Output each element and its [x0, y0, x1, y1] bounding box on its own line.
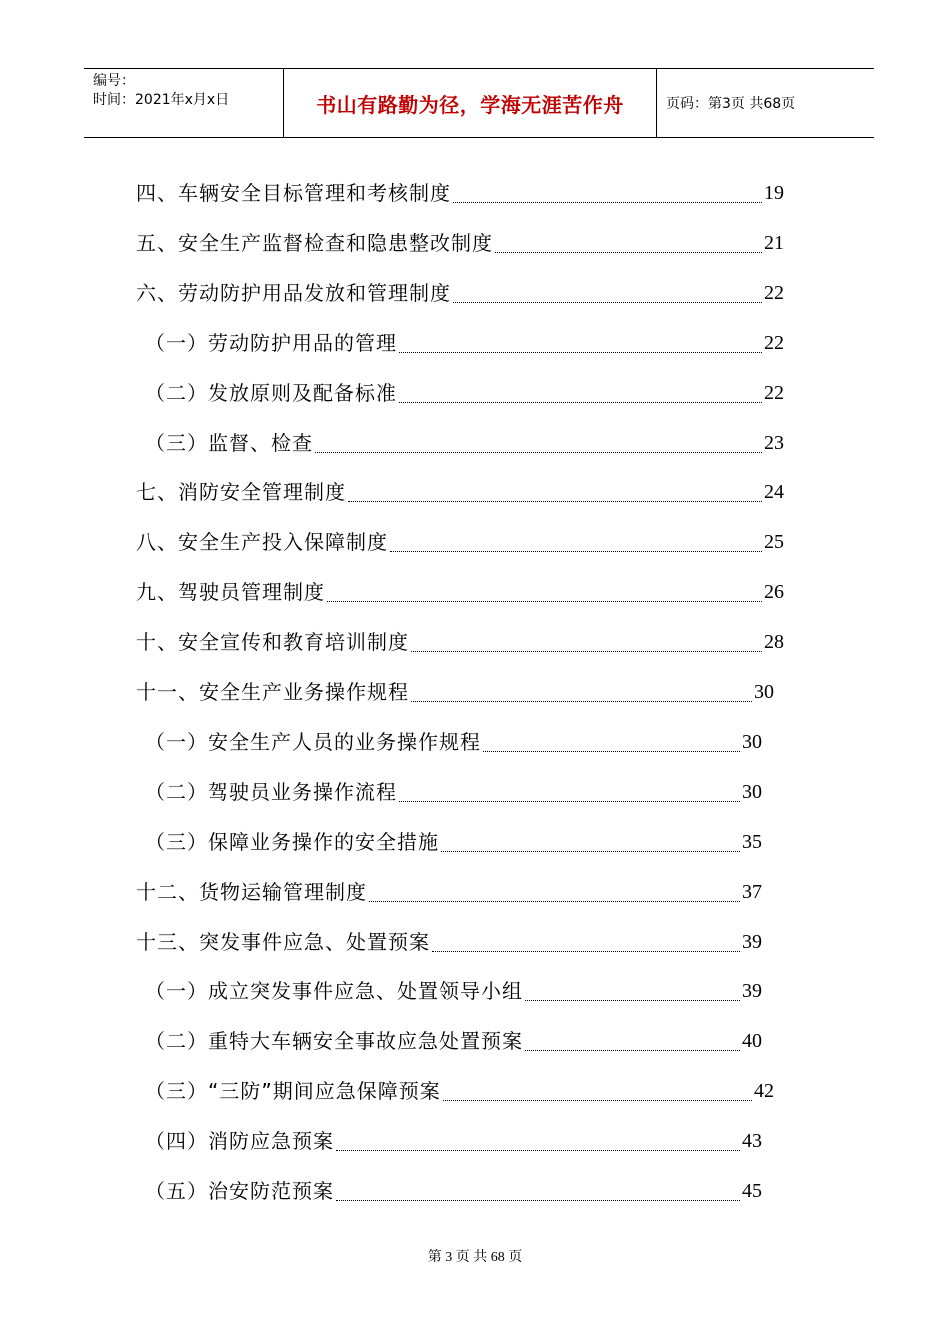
toc-entry-label: （二）发放原则及配备标准: [145, 380, 397, 405]
toc-entry-page: 40: [742, 1030, 762, 1053]
toc-entry-page: 39: [742, 930, 762, 953]
toc-entry-label: 九、驾驶员管理制度: [136, 580, 325, 605]
toc-leader-line: [336, 1200, 740, 1201]
toc-entry[interactable]: [145, 779, 762, 805]
toc-leader-line: [411, 651, 762, 652]
toc-entry[interactable]: [136, 879, 762, 905]
toc-entry-label: 十二、货物运输管理制度: [136, 879, 367, 904]
toc-entry-page: 43: [742, 1130, 762, 1153]
toc-entry-label: 六、劳动防护用品发放和管理制度: [136, 280, 451, 305]
toc-entry[interactable]: [136, 629, 784, 655]
toc-entry-label: （五）治安防范预案: [145, 1179, 334, 1203]
toc-entry-page: 39: [742, 980, 762, 1003]
toc-leader-line: [432, 951, 740, 952]
toc-entry-label: 十、安全宣传和教育培训制度: [136, 630, 409, 655]
toc-entry-page: 30: [742, 730, 762, 753]
toc-entry-page: 19: [764, 182, 784, 204]
toc-entry[interactable]: [136, 180, 784, 206]
toc-leader-line: [525, 1000, 740, 1001]
toc-entry-label: （一）安全生产人员的业务操作规程: [145, 729, 481, 754]
toc-leader-line: [443, 1100, 752, 1101]
toc-entry-label: 四、车辆安全目标管理和考核制度: [136, 181, 451, 205]
toc-entry-page: 42: [754, 1080, 774, 1103]
toc-entry-page: 26: [764, 581, 784, 604]
toc-entry-page: 35: [742, 830, 762, 853]
toc-entry-label: （二）重特大车辆安全事故应急处置预案: [145, 1029, 523, 1054]
toc-entry[interactable]: [145, 1078, 774, 1104]
toc-entry-label: 五、安全生产监督检查和隐患整改制度: [136, 230, 493, 255]
toc-entry-page: 22: [764, 281, 784, 304]
toc-entry[interactable]: [145, 729, 762, 755]
toc-entry[interactable]: [136, 230, 784, 256]
toc-leader-line: [327, 601, 762, 602]
toc-entry-page: 30: [754, 681, 774, 703]
toc-entry-label: （三）监督、检查: [145, 430, 313, 455]
toc-entry-label: 七、消防安全管理制度: [136, 480, 346, 505]
toc-entry-page: 28: [764, 631, 784, 654]
toc-leader-line: [453, 302, 762, 303]
toc-entry[interactable]: [145, 330, 784, 356]
toc-entry[interactable]: [136, 679, 774, 705]
toc-entry-label: （四）消防应急预案: [145, 1129, 334, 1154]
toc-leader-line: [399, 402, 762, 403]
toc-entry-label: 十一、安全生产业务操作规程: [136, 680, 409, 704]
toc-leader-line: [399, 352, 762, 353]
toc-leader-line: [441, 851, 740, 852]
page-info-text: 页码：第3页 共68页: [666, 96, 796, 112]
toc-entry-label: 十三、突发事件应急、处置预案: [136, 929, 430, 954]
time-label: 时间：2021年x月x日: [93, 92, 230, 108]
toc-entry[interactable]: [145, 380, 784, 406]
motto-text: 书山有路勤为径，学海无涯苦作舟: [316, 92, 624, 117]
page-footer: 第 3 页 共 68 页: [427, 1250, 523, 1265]
toc-entry-label: （三）保障业务操作的安全措施: [145, 829, 439, 854]
toc-entry-label: （二）驾驶员业务操作流程: [145, 779, 397, 804]
toc-entry-page: 30: [742, 780, 762, 803]
toc-entry[interactable]: [136, 529, 784, 555]
toc-entry[interactable]: [145, 1128, 762, 1154]
toc-entry-page: 37: [742, 880, 762, 903]
toc-entry-page: 24: [764, 481, 784, 504]
toc-entry[interactable]: [145, 978, 762, 1004]
toc-entry-page: 45: [742, 1180, 762, 1202]
toc-entry-label: （一）劳动防护用品的管理: [145, 330, 397, 355]
toc-entry[interactable]: [145, 1028, 762, 1054]
toc-leader-line: [399, 801, 740, 802]
toc-entry-label: （三）“三防”期间应急保障预案: [145, 1079, 441, 1104]
toc-leader-line: [453, 202, 762, 203]
toc-leader-line: [525, 1050, 740, 1051]
toc-entry-page: 23: [764, 431, 784, 454]
toc-leader-line: [390, 551, 762, 552]
toc-entry[interactable]: [136, 579, 784, 605]
serial-label: 编号：: [93, 73, 135, 89]
toc-leader-line: [411, 701, 752, 702]
toc-entry[interactable]: [145, 430, 784, 456]
toc-leader-line: [336, 1150, 740, 1151]
toc-entry[interactable]: [136, 929, 762, 955]
toc-entry-label: （一）成立突发事件应急、处置领导小组: [145, 979, 523, 1004]
toc-entry-page: 21: [764, 231, 784, 254]
toc-entry[interactable]: [136, 280, 784, 306]
toc-leader-line: [348, 501, 762, 502]
toc-entry[interactable]: [145, 829, 762, 855]
toc-leader-line: [495, 252, 762, 253]
toc-leader-line: [369, 901, 740, 902]
toc-entry-label: 八、安全生产投入保障制度: [136, 530, 388, 555]
toc-entry-page: 22: [764, 381, 784, 404]
toc-entry[interactable]: [136, 479, 784, 505]
toc-entry-page: 25: [764, 531, 784, 554]
toc-entry[interactable]: [145, 1178, 762, 1204]
toc-leader-line: [315, 452, 762, 453]
toc-leader-line: [483, 751, 740, 752]
toc-entry-page: 22: [764, 331, 784, 354]
